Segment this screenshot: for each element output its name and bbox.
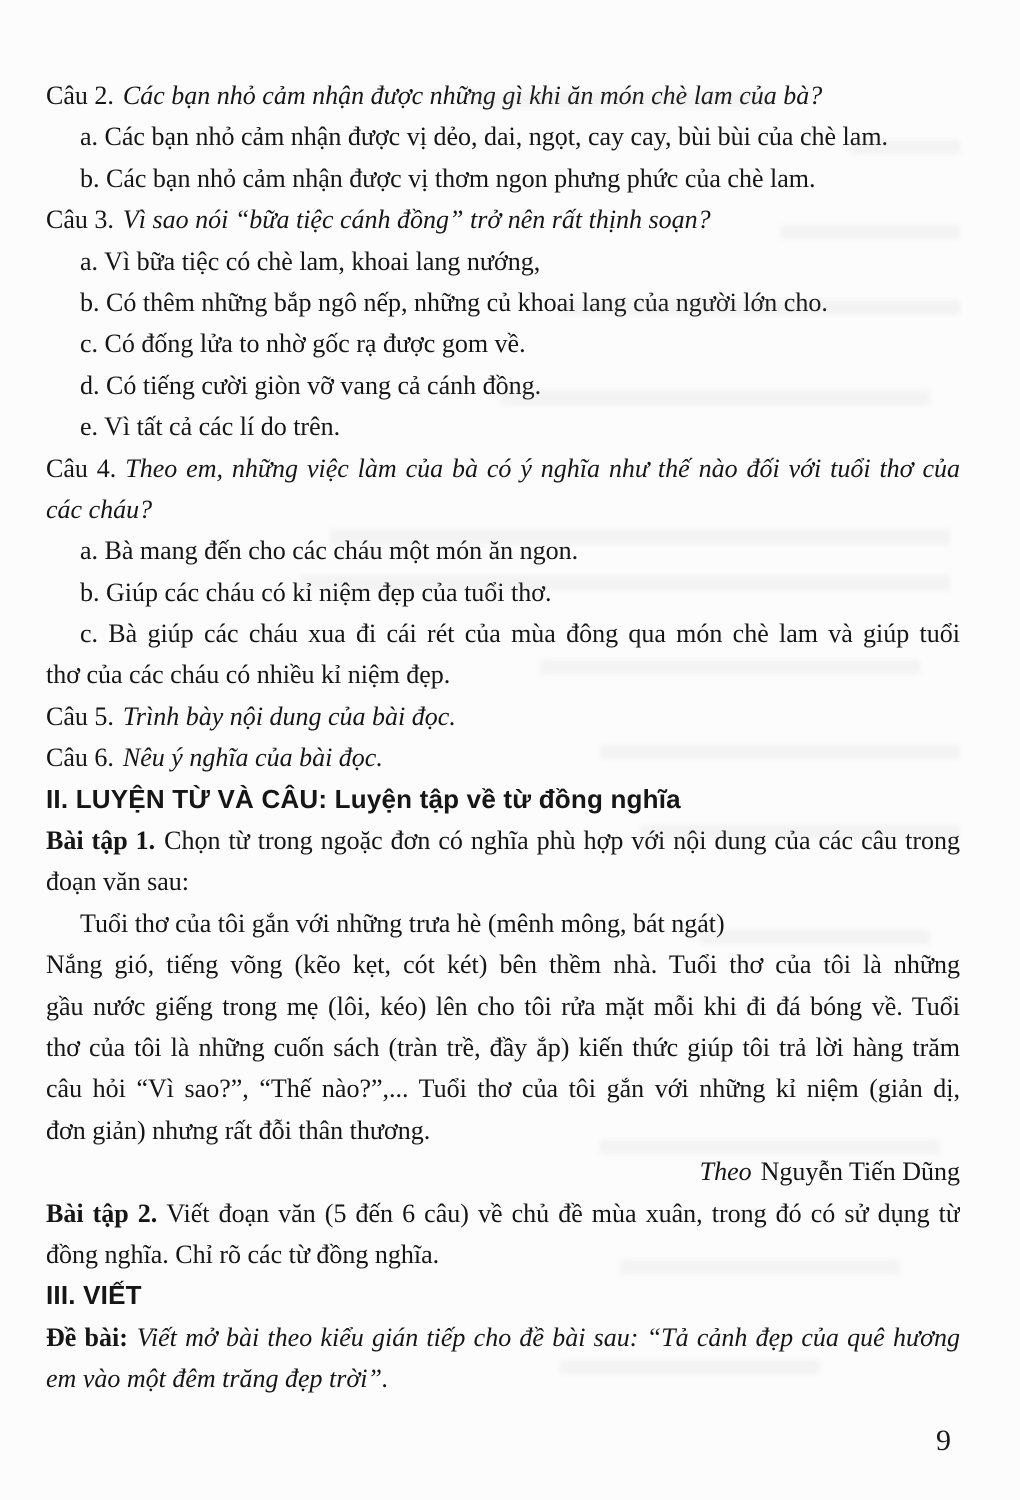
question-3-text: Vì sao nói “bữa tiệc cánh đồng” trở nên rất thịnh soạn?: [122, 205, 711, 235]
section-heading-luyen-tu-va-cau: II. LUYỆN TỪ VÀ CÂU: Luyện tập về từ đồng nghĩa: [46, 783, 681, 814]
exercise-1-text: Chọn từ trong ngoặc đơn có nghĩa phù hợp với nội dung của các câu trong: [164, 826, 960, 856]
writing-prompt: [46, 1317, 960, 1358]
question-4-option-a: a. Bà mang đến cho các cháu một món ăn ngon.: [80, 536, 579, 566]
passage-line-6: đơn giản) nhưng rất đỗi thân thương.: [46, 1115, 431, 1145]
passage-line-3: gầu nước giếng trong mẹ (lôi, kéo) lên cho tôi rửa mặt mỗi khi đi đá bóng về. Tuổi: [46, 991, 960, 1021]
exercise-2-label: Bài tập 2.: [46, 1198, 158, 1228]
passage-line-2: Nắng gió, tiếng võng (kẽo kẹt, cót két) bên thềm nhà. Tuổi thơ của tôi là những: [46, 950, 960, 980]
writing-prompt-continued: em vào một đêm trăng đẹp trời”.: [46, 1364, 389, 1394]
question-2-text: Các bạn nhỏ cảm nhận được những gì khi ăn món chè lam của bà?: [122, 81, 823, 110]
question-3-option-a: a. Vì bữa tiệc có chè lam, khoai lang nướng,: [80, 246, 541, 276]
question-4-option-c: c. Bà giúp các cháu xua đi cái rét của mùa đông qua món chè lam và giúp tuổi: [80, 619, 960, 649]
exercise-1-continued: đoạn văn sau:: [46, 867, 189, 897]
passage-line-5: câu hỏi “Vì sao?”, “Thế nào?”,... Tuổi thơ của tôi gắn với những kỉ niệm (giản dị,: [46, 1074, 960, 1104]
passage-line-1: Tuổi thơ của tôi gắn với những trưa hè (mênh mông, bát ngát): [80, 908, 725, 938]
question-6: [46, 737, 960, 778]
question-6-text: Nêu ý nghĩa của bài đọc.: [122, 743, 383, 773]
page-number: 9: [936, 1424, 951, 1457]
question-5-text: Trình bày nội dung của bài đọc.: [122, 701, 456, 731]
question-3: [46, 199, 960, 240]
question-3-option-b: b. Có thêm những bắp ngô nếp, những củ khoai lang của người lớn cho.: [80, 287, 828, 317]
question-4-option-b: b. Giúp các cháu có kỉ niệm đẹp của tuổi thơ.: [80, 577, 552, 607]
question-6-label: Câu 6.: [46, 743, 114, 773]
exercise-2-continued: đồng nghĩa. Chỉ rõ các từ đồng nghĩa.: [46, 1239, 440, 1269]
exercise-1: [46, 820, 960, 861]
author-credit-name: Nguyễn Tiến Dũng: [760, 1157, 960, 1187]
question-4-continued: các cháu?: [46, 494, 153, 524]
question-2: [46, 75, 960, 116]
question-3-option-c: c. Có đống lửa to nhờ gốc rạ được gom về.: [80, 329, 526, 359]
passage-line-4: thơ của tôi là những cuốn sách (tràn trề, đầy ắp) kiến thức giúp tôi trả lời hàng trăm: [46, 1032, 960, 1062]
question-3-label: Câu 3.: [46, 205, 114, 235]
section-heading-viet: III. VIẾT: [46, 1280, 142, 1311]
author-credit-prefix: Theo: [699, 1157, 752, 1187]
exercise-2-text: Viết đoạn văn (5 đến 6 câu) về chủ đề mùa xuân, trong đó có sử dụng từ: [166, 1198, 960, 1228]
question-5: [46, 696, 960, 737]
question-4-text: Theo em, những việc làm của bà có ý nghĩa như thế nào đối với tuổi thơ của: [125, 453, 960, 483]
exercise-1-label: Bài tập 1.: [46, 826, 156, 856]
question-2-option-a: a. Các bạn nhỏ cảm nhận được vị dẻo, dai, ngọt, cay cay, bùi bùi của chè lam.: [80, 122, 889, 152]
question-2-label: Câu 2.: [46, 81, 114, 110]
author-credit: [46, 1151, 960, 1192]
writing-prompt-label: Đề bài:: [46, 1322, 128, 1352]
question-4: [46, 448, 960, 489]
writing-prompt-text: Viết mở bài theo kiểu gián tiếp cho đề bài sau: “Tả cảnh đẹp của quê hương: [136, 1322, 960, 1352]
question-4-option-c-continued: thơ của các cháu có nhiều kỉ niệm đẹp.: [46, 660, 451, 690]
exercise-2: [46, 1193, 960, 1234]
question-3-option-d: d. Có tiếng cười giòn vỡ vang cả cánh đồng.: [80, 370, 542, 400]
question-5-label: Câu 5.: [46, 701, 114, 731]
question-4-label: Câu 4.: [46, 453, 117, 483]
question-3-option-e: e. Vì tất cả các lí do trên.: [80, 412, 341, 442]
question-2-option-b: b. Các bạn nhỏ cảm nhận được vị thơm ngon phưng phức của chè lam.: [80, 163, 816, 193]
